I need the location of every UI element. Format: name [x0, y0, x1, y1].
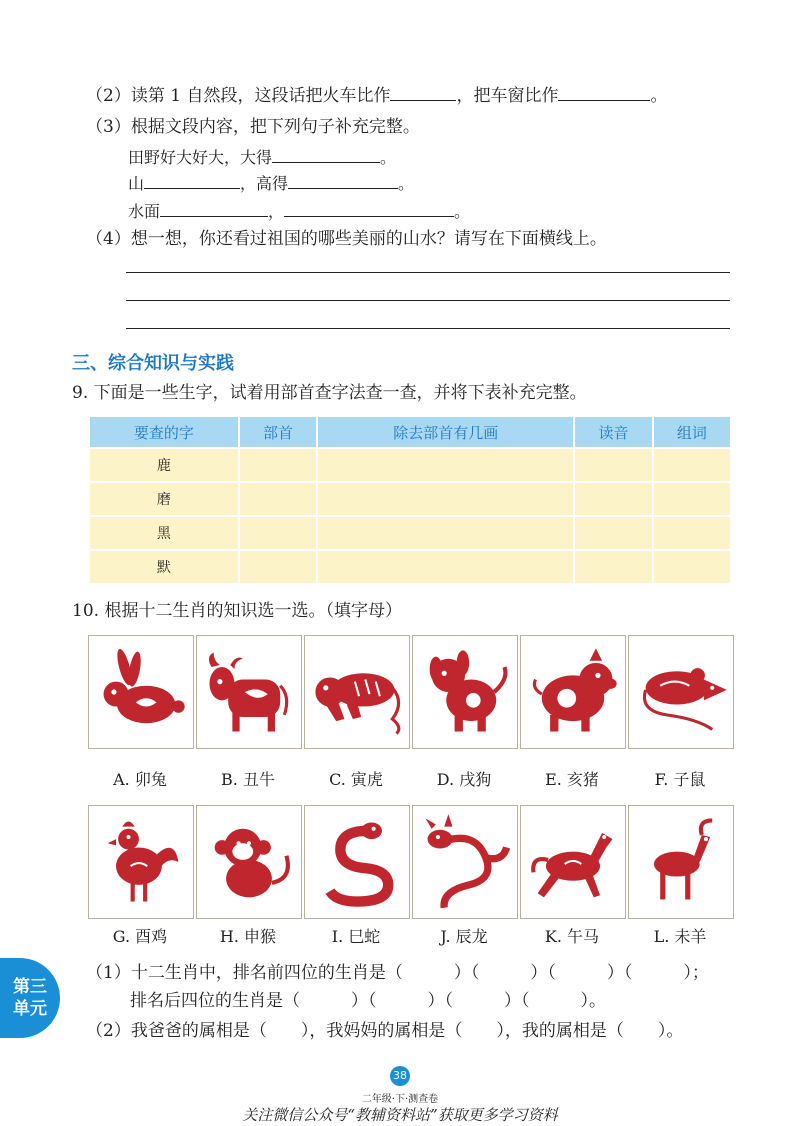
section-title: 三、综合知识与实践: [72, 353, 234, 374]
rabbit-card: [88, 635, 194, 749]
dragon-card: [412, 805, 518, 919]
answer-cell[interactable]: [575, 449, 651, 481]
answer-cell[interactable]: [318, 449, 573, 481]
ox-card: [196, 635, 302, 749]
answer-blank[interactable]: [558, 84, 650, 101]
horse-icon: [521, 806, 625, 918]
char-cell: 默: [90, 551, 238, 583]
zodiac-label: A. 卯兔: [113, 770, 167, 789]
question-3-sentence-1: 田野好大好大，大得 。: [128, 148, 397, 167]
dragon-icon: [413, 806, 517, 918]
dog-icon: [413, 636, 517, 748]
answer-cell[interactable]: [240, 449, 316, 481]
zodiac-label: E. 亥猪: [545, 770, 599, 789]
question-10-sub-1b: 排名后四位的生肖是（ ）（ ）（ ）（ ）。: [130, 991, 606, 1011]
answer-cell[interactable]: [654, 449, 730, 481]
zodiac-label: J. 辰龙: [440, 927, 488, 946]
zodiac-label: H. 申猴: [219, 927, 277, 946]
table-header: 部首: [240, 417, 316, 447]
zodiac-label: B. 丑牛: [221, 770, 275, 789]
answer-cell[interactable]: [318, 551, 573, 583]
question-10-sub-2: （2）我爸爸的属相是（ ），我妈妈的属相是（ ），我的属相是（ ）。: [86, 1021, 684, 1041]
answer-cell[interactable]: [240, 551, 316, 583]
monkey-card: [196, 805, 302, 919]
dog-card: [412, 635, 518, 749]
writing-line[interactable]: [126, 300, 730, 301]
answer-blank[interactable]: [390, 84, 456, 101]
watermark: 关注微信公众号“教辅资料站”获取更多学习资料: [242, 1106, 558, 1124]
answer-blank[interactable]: [284, 200, 454, 217]
zodiac-label: C. 寅虎: [329, 770, 383, 789]
snake-card: [304, 805, 410, 919]
rat-icon: [629, 636, 733, 748]
zodiac-label: L. 未羊: [653, 927, 707, 946]
answer-cell[interactable]: [575, 551, 651, 583]
unit-tab: 第三 单元: [0, 958, 60, 1038]
monkey-icon: [197, 806, 301, 918]
question-3-sentence-2: 山 ，高得 。: [128, 174, 415, 193]
table-header: 除去部首有几画: [318, 417, 573, 447]
question-10-prompt: 10. 根据十二生肖的知识选一选。（填字母）: [72, 601, 402, 621]
book-info: 二年级·下·测查卷: [361, 1094, 439, 1105]
answer-blank[interactable]: [160, 200, 268, 217]
ox-icon: [197, 636, 301, 748]
zodiac-label: D. 戌狗: [436, 770, 492, 789]
goat-card: [628, 805, 734, 919]
zodiac-label: G. 酉鸡: [112, 927, 168, 946]
answer-blank[interactable]: [144, 172, 240, 189]
answer-cell[interactable]: [575, 517, 651, 549]
answer-cell[interactable]: [240, 483, 316, 515]
answer-blank[interactable]: [288, 172, 398, 189]
table-row: [90, 449, 730, 481]
zodiac-label: F. 子鼠: [654, 770, 706, 789]
answer-cell[interactable]: [654, 483, 730, 515]
rabbit-icon: [89, 636, 193, 748]
rooster-card: [88, 805, 194, 919]
answer-cell[interactable]: [318, 483, 573, 515]
answer-cell[interactable]: [575, 483, 651, 515]
char-cell: 鹿: [90, 449, 238, 481]
zodiac-label: K. 午马: [544, 927, 600, 946]
table-header: 组词: [654, 417, 730, 447]
rat-card: [628, 635, 734, 749]
question-9-prompt: 9. 下面是一些生字，试着用部首查字法查一查，并将下表补充完整。: [72, 383, 587, 403]
question-2: （2）读第 1 自然段，这段话把火车比作 ，把车窗比作 。: [86, 86, 668, 106]
table-row: [90, 517, 730, 549]
horse-card: [520, 805, 626, 919]
pig-card: [520, 635, 626, 749]
answer-cell[interactable]: [240, 517, 316, 549]
answer-cell[interactable]: [654, 517, 730, 549]
radical-lookup-table: [88, 415, 732, 585]
goat-icon: [629, 806, 733, 918]
question-3-sentence-3: 水面 ， 。: [128, 202, 471, 221]
snake-icon: [305, 806, 409, 918]
answer-cell[interactable]: [318, 517, 573, 549]
table-header: 读音: [575, 417, 651, 447]
tiger-icon: [305, 636, 409, 748]
table-header-row: [90, 417, 730, 447]
char-cell: 黑: [90, 517, 238, 549]
page-number: 38: [390, 1066, 410, 1086]
char-cell: 磨: [90, 483, 238, 515]
writing-line[interactable]: [126, 328, 730, 329]
table-row: [90, 483, 730, 515]
rooster-icon: [89, 806, 193, 918]
answer-cell[interactable]: [654, 551, 730, 583]
question-3-title: （3）根据文段内容，把下列句子补充完整。: [86, 117, 420, 137]
pig-icon: [521, 636, 625, 748]
table-header: 要查的字: [90, 417, 238, 447]
zodiac-label: I. 巳蛇: [331, 927, 381, 946]
writing-line[interactable]: [126, 272, 730, 273]
tiger-card: [304, 635, 410, 749]
question-4: （4）想一想，你还看过祖国的哪些美丽的山水？请写在下面横线上。: [86, 229, 607, 249]
answer-blank[interactable]: [272, 146, 380, 163]
table-row: [90, 551, 730, 583]
question-10-sub-1a: （1）十二生肖中，排名前四位的生肖是（ ）（ ）（ ）（ ）；: [86, 963, 709, 983]
